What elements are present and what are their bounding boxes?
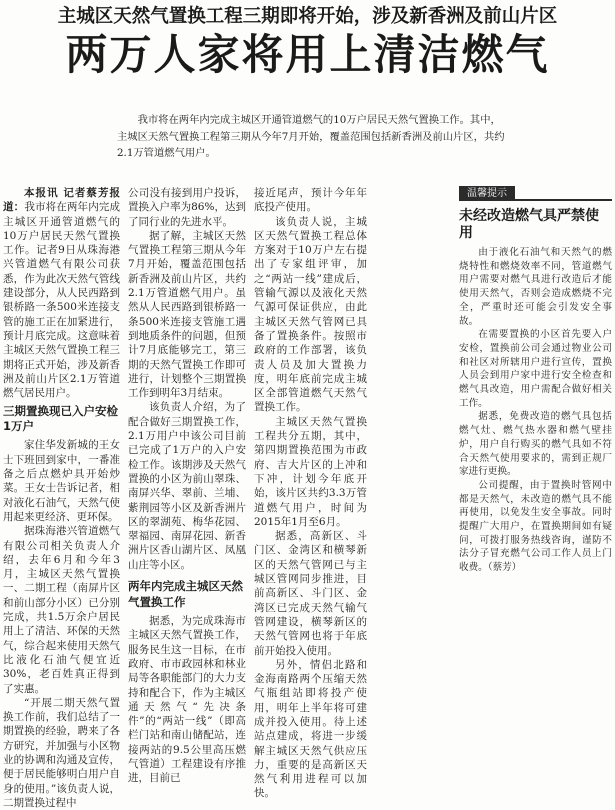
article-paragraph: 据悉，为完成珠海市主城区天然气置换工作，服务民生这一目标，在市政府、市市政园林和林业局等各职能部门的大力支持和配合下，作为主城区通天然气“先决条件”的“两站一线”（即高栏门站和南山储配站，连接两站的9.5公里高压燃气管道）工程建设有序推进，目前已 [128, 615, 246, 785]
author-sign: （蔡芳） [487, 562, 522, 574]
tip-paragraph: 在需要置换的小区首先要入户安检，置换前公司会通过物业公司和社区对所辖用户进行宣传，置换人员会到用户家中进行安全检查和燃气具改造，用户需配合做好相关工作。 [459, 329, 612, 409]
article-paragraph: 主城区天然气置换工程共分五期，其中，第四期置换范围为市政府、吉大片区的上冲和下冲，计划今年底开始，该片区共约3.3万管道燃气用户，时间为2015年1月至6月。 [254, 415, 367, 528]
article-column-1 [3, 186, 121, 809]
paragraph-text: 公司提醒，由于置换时管网中都是天然气，未改造的燃气具不能再使用，以免发生安全事故。同时提醒广大用户，在置换期间如有疑问，可拨打服务热线咨询，谨防不法分子冒充燃气公司工作人员上门收费。 [459, 479, 612, 574]
article-paragraph: 家住华发新城的王女士下班回到家中，一番准备之后点燃炉具开始炒菜。王女士告诉记者，相对液化石油气，天然气使用起来更经济、更环保。 [3, 439, 120, 523]
article-paragraph: 另外，情侣北路和金海南路两个压缩天然气瓶组站即将投产使用，明年上半年将可建成并投入使用。待上述站点建成，将进一步缓解主城区天然气供应压力，重要的是高新区天然气利用进程可以加快。 [254, 658, 367, 800]
paragraph-text: 我市将在两年内完成主城区开通管道燃气的10万户居民天然气置换工作。记者9日从珠海港兴管道燃气有限公司获悉，作为此次天然气管线建设部分，从人民西路到银桥路一条500米连接支管的施工正在加紧进行，预计月底完成。这意味着主城区天然气置换工程三期将正式开始，涉及新香洲及前山片区2.1万管道燃气居民用户。 [3, 201, 121, 400]
article-paragraph: 据悉，高新区、斗门区、金湾区和横琴新区的天然气管网已与主城区管网同步推进，目前高新区、斗门区、金湾区已完成天然气输气管网建设，横琴新区的天然气管网也将于年底前开始投入使用。 [254, 530, 367, 657]
kicker-subheadline: 主城区天然气置换工程三期即将开始，涉及新香洲及前山片区 [57, 6, 558, 27]
lead-text: 我市将在两年内完成主城区开通管道燃气的10万户居民天然气置换工作。其中，主城区天然气置换工程第三期从今年7月开始，覆盖范围包括新香洲及前山片区，共约2.1万管道燃气用户。 [117, 114, 505, 159]
subheading: 两年内完成主城区天然气置换工作 [128, 579, 243, 610]
tip-paragraph: 由于液化石油气和天然气的燃烧特性和燃烧效率不同，管道燃气用户需要对燃气具进行改造后才能使用天然气，否则会造成燃烧不完全，严重时还可能会引发安全事故。 [459, 247, 612, 327]
tip-body [459, 246, 612, 584]
article-paragraph: 该负责人介绍，为了配合做好三期置换工作，2.1万用户中该公司目前已完成了1万户的入户安检工作。该期涉及天然气置换的小区为前山翠珠、南屏兴华、翠前、兰埔、紫荆园等小区及新香洲片区的翠湖苑、梅华花园、翠福园、南屏花园、新香洲片区香山湖片区、凤凰山庄等小区。 [128, 401, 246, 571]
article-paragraph: 该负责人说，主城区天然气置换工程总体方案对于10万户左右提出了专家组评审，加之“两站一线”建成后，管输气源以及液化天然气源可保证供应，由此主城区天然气管网已具备了置换条件。按照市政府的工作部署，该负责人员及加大置换力度，明年底前完成主城区全部管道燃气天然气置换工作。 [254, 215, 367, 414]
tip-label: 温馨提示 [459, 186, 515, 201]
article-column-2 [128, 186, 246, 785]
byline: 本报讯 记者蔡芳报道： [3, 187, 120, 214]
article-paragraph: 公司没有接到用户投诉，置换入户率为86%，达到了同行业的先进水平。 [128, 187, 246, 228]
page-headline: 两万人家将用上清洁燃气 [65, 30, 550, 79]
tip-paragraph: 据悉，免费改造的燃气具包括燃气灶、燃气热水器和燃气壁挂炉，用户自行购买的燃气具如不符合天然气使用要求的，需到正规厂家进行更换。 [459, 411, 612, 478]
article-paragraph [3, 186, 120, 400]
lead-paragraph [117, 112, 507, 162]
article-paragraph: “开展二期天然气置换工作前，我们总结了一期置换的经验，聘来了各方研究，并加强与小区物业的协调和沟通及宣传，便于居民能够明白用户自身的使用。”该负责人说，二期置换过程中 [3, 696, 120, 809]
tip-rule [515, 199, 612, 201]
article-paragraph: 接近尾声，预计今年年底投产使用。 [254, 187, 367, 214]
article-column-3 [254, 186, 367, 800]
article-paragraph: 据珠海港兴管道燃气有限公司相关负责人介绍，去年6月和今年3月，主城区天然气置换一、二期工程（南屏片区和前山部分小区）已分别完成，共1.5万余户居民用上了清洁、环保的天然气，综合起来使用天然气比液化石油气便宜近30%，老百姓真正得到了实惠。 [3, 525, 120, 695]
subheading: 三期置换现已入户安检1万户 [3, 404, 118, 434]
article-paragraph: 据了解，主城区天然气置换工程第三期从今年7月开始，覆盖范围包括新香洲及前山片区，共约2.1万管道燃气用户。虽然从人民西路到银桥路一条500米连接支管施工遇到地质条件的问题，但预计7月底能够完工，第三期的天然气置换工作即可进行，计划整个三期置换工作到明年3月结束。 [128, 229, 246, 400]
tip-sidebar [459, 186, 612, 584]
tip-title: 未经改造燃气具严禁使用 [459, 208, 599, 241]
tip-paragraph [459, 479, 612, 575]
